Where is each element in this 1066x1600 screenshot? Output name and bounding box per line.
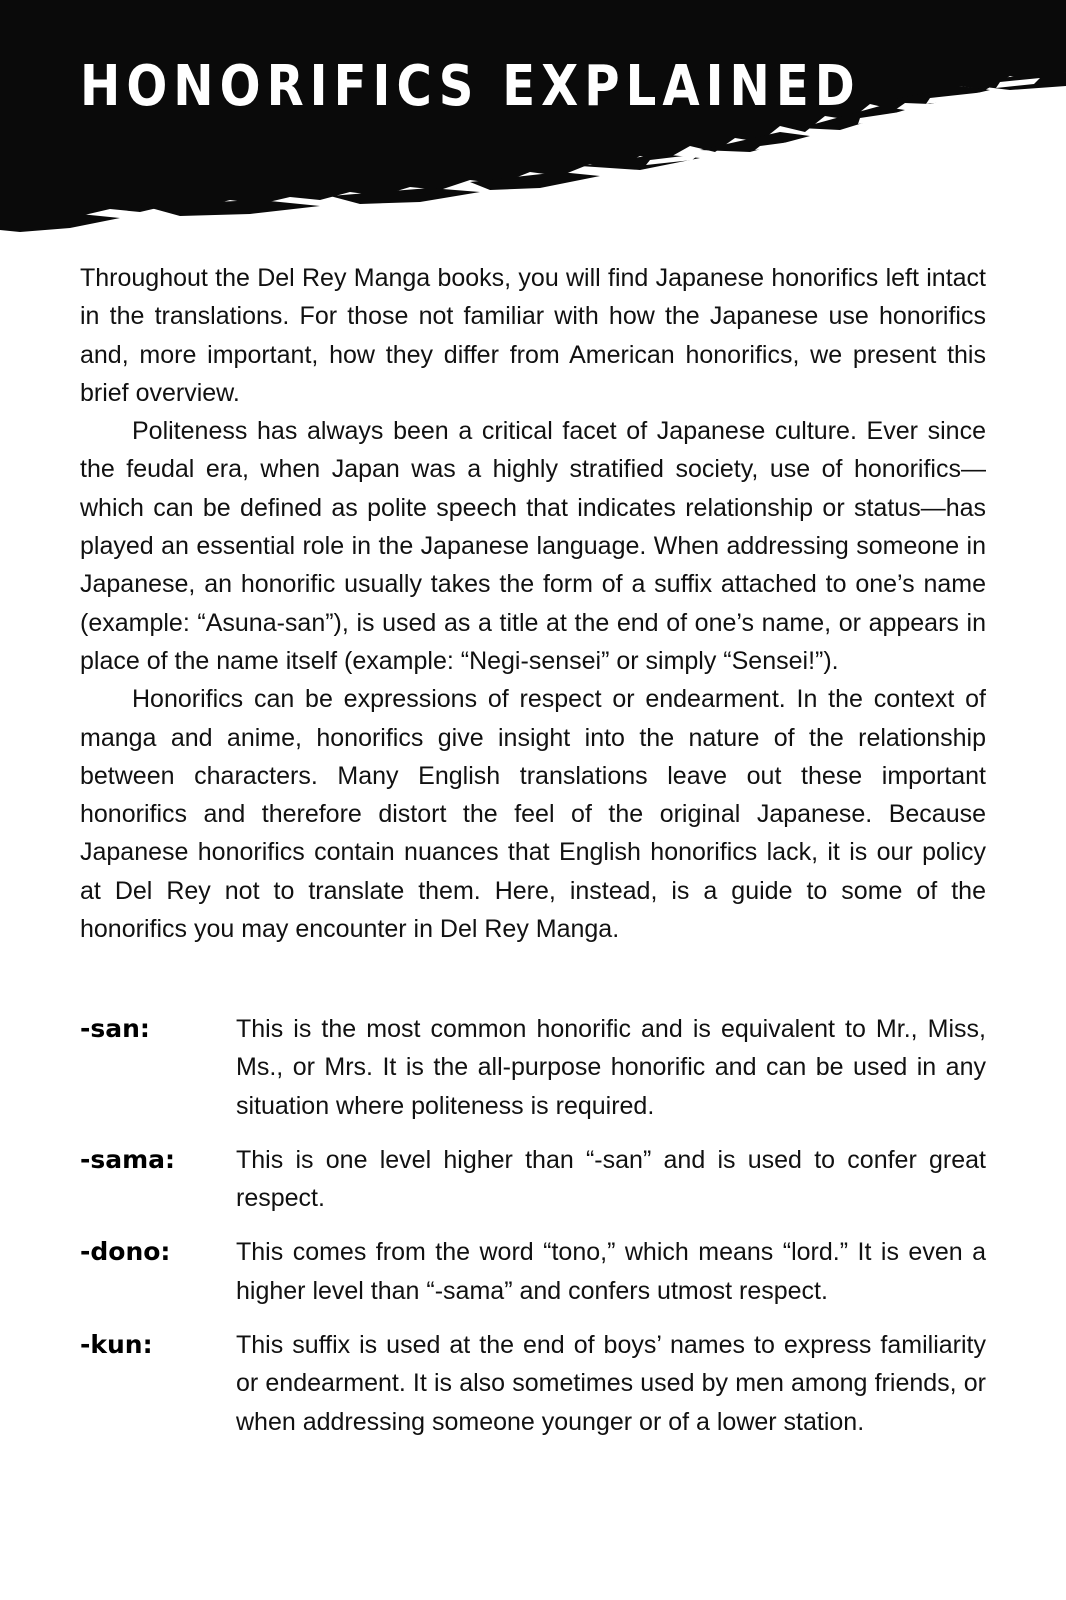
header-banner	[0, 0, 1066, 250]
glossary-term: -sama:	[80, 1144, 176, 1174]
glossary-definition: This comes from the word “tono,” which means “lord.” It is even a higher level than “-sama” and confers utmost respect.	[236, 1238, 986, 1305]
page-title: HONORIFICS EXPLAINED	[80, 54, 861, 119]
glossary-entry-san	[80, 1010, 986, 1125]
glossary-entry-sama	[80, 1141, 986, 1218]
glossary-term: -dono:	[80, 1237, 171, 1267]
glossary-definition: This is the most common honorific and is equivalent to Mr., Miss, Ms., or Mrs. It is the all-purpose honorific and can be used in any situation where politeness is required.	[236, 1015, 986, 1120]
glossary-entry-kun	[80, 1326, 986, 1441]
culture-paragraph: Politeness has always been a critical facet of Japanese culture. Ever since the feudal era, when Japan was a highly stratified society, use of honorifics—which can be defined as polite speech that indicates relationship or status—has played an essential role in the Japanese language. When addressing someone in Japanese, an honorific usually takes the form of a suffix attached to one’s name (example: “Asuna-san”), is used as a title at the end of one’s name, or appears in place of the name itself (example: “Negi-sensei” or simply “Sensei!”).	[80, 417, 986, 675]
intro-text	[80, 259, 986, 948]
glossary-term: -san:	[80, 1014, 150, 1043]
glossary-definition: This suffix is used at the end of boys’ names to express familiarity or endearment. It is also sometimes used by men among friends, or when addressing someone younger or of a lower station.	[236, 1331, 986, 1436]
honorifics-glossary	[80, 1010, 986, 1457]
glossary-entry-dono	[80, 1233, 986, 1310]
intro-paragraph: Throughout the Del Rey Manga books, you will find Japanese honorifics left intact in the translations. For those not familiar with how the Japanese use honorifics and, more important, how they differ from American honorifics, we present this brief overview.	[80, 264, 986, 407]
policy-paragraph: Honorifics can be expressions of respect or endearment. In the context of manga and anime, honorifics give insight into the nature of the relationship between characters. Many English translations leave out these important honorifics and therefore distort the feel of the original Japanese. Because Japanese honorifics contain nuances that English honorifics lack, it is our policy at Del Rey not to translate them. Here, instead, is a guide to some of the honorifics you may encounter in Del Rey Manga.	[80, 685, 986, 944]
glossary-definition: This is one level higher than “-san” and is used to confer great respect.	[236, 1145, 986, 1213]
glossary-term: -kun:	[80, 1330, 153, 1360]
brush-streak	[0, 212, 120, 232]
brush-stroke-banner	[0, 0, 1066, 250]
